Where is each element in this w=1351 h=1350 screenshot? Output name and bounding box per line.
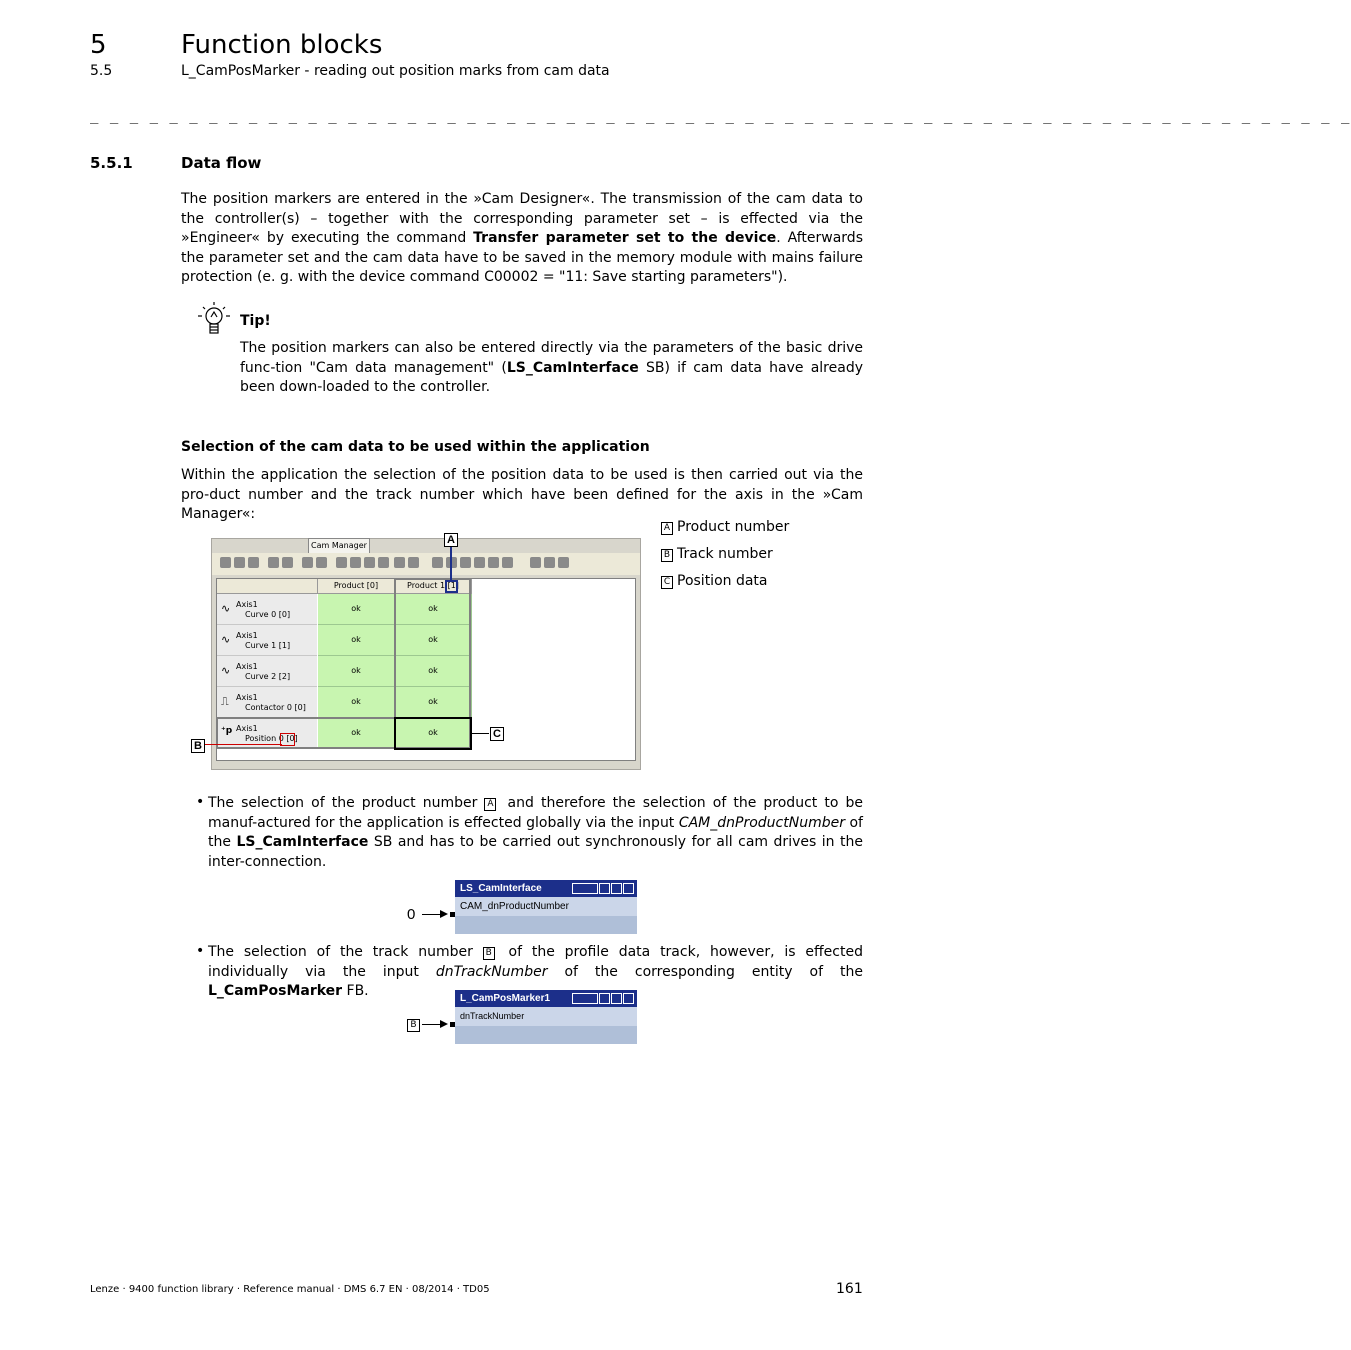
selection-text: Within the application the selection of the position data to be used is then carried out via the pro-duct number and the track number which have been defined for the axis in the »Cam Manager«: [181,467,863,522]
fb2-arrow-icon [440,1020,448,1028]
position-data-highlight [394,717,472,750]
help-icon[interactable] [599,993,610,1004]
contactor-icon: ⎍ [221,695,229,708]
legend-item-c [661,573,768,589]
bookmark-icon[interactable] [544,557,555,568]
zoom-out-icon[interactable] [316,557,327,568]
pointer-icon[interactable] [336,557,347,568]
grid-corner [217,579,318,594]
callout-a: A [444,533,458,547]
grid-cell[interactable]: ok [395,625,472,656]
cut-icon[interactable] [220,557,231,568]
row-sub-label: Curve 0 [0] [245,610,291,619]
grid-cell[interactable]: ok [318,687,395,718]
row-header[interactable] [217,656,317,687]
subsection-title: Data flow [181,154,262,172]
play-icon[interactable] [558,557,569,568]
column-header-product-1[interactable]: Product 1 [1] [395,579,472,594]
row-sub-label: Curve 2 [2] [245,672,291,681]
page-number: 161 [836,1281,863,1297]
zoom-in-icon[interactable] [302,557,313,568]
row-axis-label: Axis1 [236,631,258,640]
fb2-input-key: B [407,1019,420,1032]
legend-key-a: A [661,522,673,535]
info-icon[interactable] [623,883,634,894]
tip-text: The position markers can also be entered directly via the parameters of the basic drive func-tion "Cam data management" (LS_CamInterface SB) if cam data have already been down-loaded to the controller. [240,340,863,395]
product-number-marker [445,580,458,593]
undo-icon[interactable] [268,557,279,568]
grid-cell[interactable]: ok [318,718,395,749]
line-icon[interactable] [364,557,375,568]
list-icon[interactable] [611,883,622,894]
table-icon[interactable] [394,557,405,568]
row-header[interactable] [217,687,317,718]
subsection-number: 5.5.1 [90,154,133,172]
bullet-product-number: The selection of the product number A and therefore the selection of the product to be manuf-actured for the application is effected globally via the input CAM_dnProductNumber of the LS_CamInterface SB and has to be carried out synchronously for all cam drives in the inter-connection. [208,795,863,870]
fb-buttons [571,883,634,894]
intro-paragraph: The position markers are entered in the »Cam Designer«. The transmission of the cam data to the controller(s) – together with the corresponding parameter set – is effected via the »Engineer« by executing the command Transfer parameter set to the device. Afterwards the parameter set and the cam data have to be saved in the memory module with mains failure protection (e. g. with the device command C00002 = "11: Save starting parameters"). [181,191,863,285]
legend-label: Product number [677,519,790,535]
legend-label: Position data [677,573,768,589]
callout-line-a [450,547,452,580]
fb-header [455,990,637,1007]
list-icon[interactable] [611,993,622,1004]
grid-cell[interactable]: ok [395,687,472,718]
position-icon: ⁺p [221,726,233,736]
export-icon[interactable] [530,557,541,568]
row-header[interactable] [217,625,317,656]
fb-input-port[interactable]: dnTrackNumber [455,1007,637,1026]
chapter-title: Function blocks [181,30,383,60]
grid-cell[interactable]: ok [395,594,472,625]
callout-c: C [490,727,504,741]
column-header-product-0[interactable]: Product [0] [318,579,395,594]
info-icon[interactable] [623,993,634,1004]
fb-input-port[interactable]: CAM_dnProductNumber [455,897,637,916]
axis-icon[interactable] [432,557,443,568]
callout-b: B [191,739,205,753]
fb1-arrow-icon [440,910,448,918]
key-a: A [484,798,496,811]
section-title: L_CamPosMarker - reading out position marks from cam data [181,63,610,79]
row-axis-label: Axis1 [236,600,258,609]
key-b: B [483,947,495,960]
selection-heading: Selection of the cam data to be used within the application [181,439,650,455]
bullet-marker: • [196,794,205,810]
tip-label: Tip! [240,313,271,329]
curve-icon: ∿ [221,664,231,677]
row-header[interactable] [217,594,317,625]
bullet-track-number: The selection of the track number B of the profile data track, however, is effected individually via the input dnTrackNumber of the corresponding entity of the L_CamPosMarker FB. [208,944,863,999]
header-rule: _ _ _ _ _ _ _ _ _ _ _ _ _ _ _ _ _ _ _ _ _ _ _ _ _ _ _ _ _ _ _ _ _ _ _ _ _ _ _ _ _ _ _ _ _ _ _ _ _ _ _ _ _ _ _ _ _ _ _ _ _ _ _ _ [90,108,1351,124]
row-sub-label: Contactor 0 [0] [245,703,306,712]
callout-line-c [472,733,489,734]
expand-icon[interactable] [502,557,513,568]
legend-item-a [661,519,789,535]
legend-key-c: C [661,576,673,589]
settings-icon[interactable] [474,557,485,568]
slope-icon[interactable] [378,557,389,568]
fb-title: L_CamPosMarker1 [460,993,551,1004]
row-axis-label: Axis1 [236,724,258,733]
fb1-input-value: 0 [407,906,416,923]
row-axis-label: Axis1 [236,693,258,702]
footer-text: Lenze · 9400 function library · Reference manual · DMS 6.7 EN · 08/2014 · TD05 [90,1284,490,1295]
tab-cam-manager[interactable]: Cam Manager [308,538,370,554]
paste-icon[interactable] [248,557,259,568]
fb-title: LS_CamInterface [460,883,542,894]
fb-bar-icon[interactable] [572,883,598,894]
fb-header [455,880,637,897]
fb-ls-caminterface[interactable] [455,880,637,934]
help-icon[interactable] [599,883,610,894]
row-sub-label: Position 0 [0] [245,734,298,743]
grid-cell[interactable]: ok [318,594,395,625]
grid-icon[interactable] [408,557,419,568]
fb-buttons [571,993,634,1004]
copy-icon[interactable] [234,557,245,568]
grid-cell[interactable]: ok [395,656,472,687]
fb-l-camposmarker[interactable] [455,990,637,1044]
lightbulb-icon [197,301,231,337]
grid-cell[interactable]: ok [395,718,472,749]
curve-icon: ∿ [221,633,231,646]
redo-icon[interactable] [282,557,293,568]
legend-item-b [661,546,773,562]
grid-cell[interactable]: ok [318,656,395,687]
gear-icon[interactable] [460,557,471,568]
add-point-icon[interactable] [350,557,361,568]
track-number-marker [280,733,295,746]
bullet-marker: • [196,943,205,959]
curve-icon: ∿ [221,602,231,615]
chapter-number: 5 [90,30,107,60]
legend-label: Track number [677,546,773,562]
filter-icon[interactable] [488,557,499,568]
row-axis-label: Axis1 [236,662,258,671]
grid-cell[interactable]: ok [318,625,395,656]
callout-line-b [204,744,282,745]
section-number: 5.5 [90,63,113,79]
row-sub-label: Curve 1 [1] [245,641,291,650]
cam-manager-toolbar [212,553,640,575]
legend-key-b: B [661,549,673,562]
fb-bar-icon[interactable] [572,993,598,1004]
